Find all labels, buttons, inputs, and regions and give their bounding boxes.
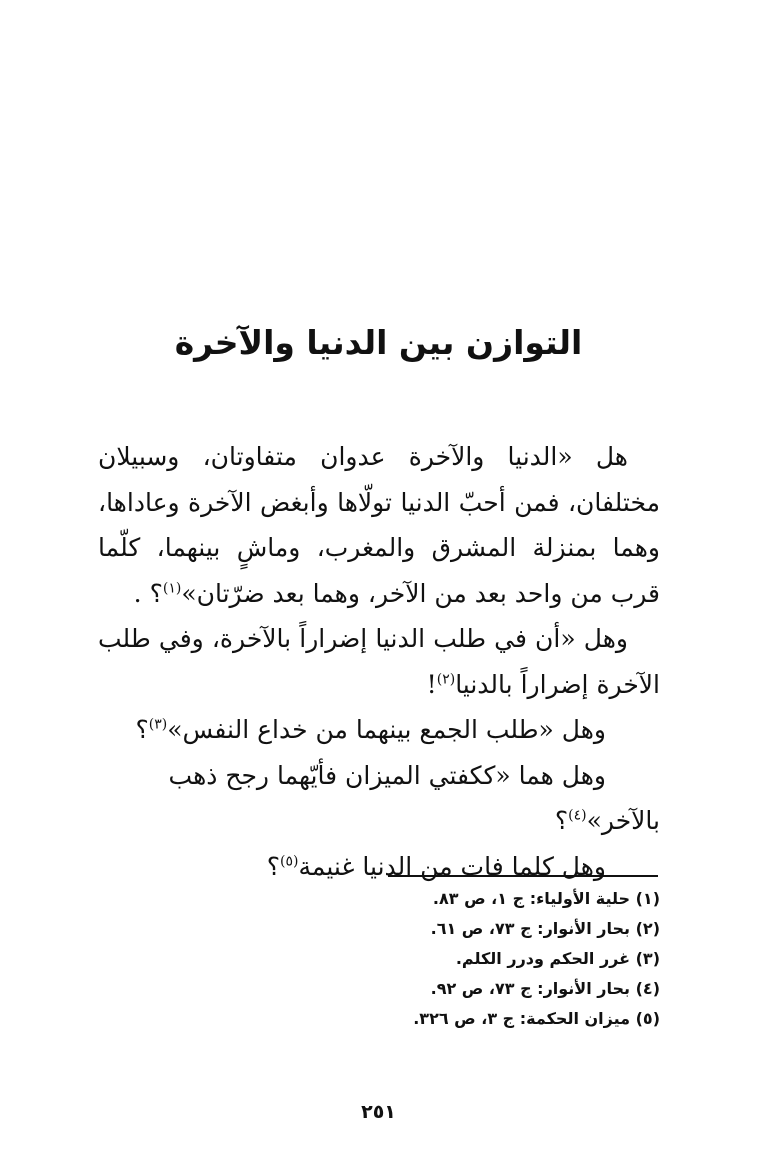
paragraph-text: وهل هما «ككفتي الميزان فأيّهما رجح ذهب بالآخر» — [168, 760, 660, 835]
paragraph-3 — [98, 707, 660, 753]
footnote-item: (٢) بحار الأنوار: ج ٧٣، ص ٦١. — [430, 919, 660, 938]
paragraph-text: هل «الدنيا والآخرة عدوان متفاوتان، وسبيلان مختلفان، فمن أحبّ الدنيا تولّاها وأبغض الآخرة وعاداها، وهما بمنزلة المشرق والمغرب، وماشٍ بينهما، كلّما قرب من واحد بعد من الآخر، وهما بعد ضرّتان» — [98, 442, 660, 608]
paragraph-text: وهل كلما فات من الدنيا غنيمة — [298, 851, 606, 881]
footnote-ref-3[interactable]: (٣) — [148, 716, 168, 733]
footnote-item: (٣) غرر الحكم ودرر الكلم. — [455, 949, 660, 968]
footnote-ref-2[interactable]: (٢) — [436, 671, 456, 688]
body-text — [98, 434, 660, 889]
paragraph-tail: ؟ — [266, 851, 280, 881]
paragraph-text: وهل «أن في طلب الدنيا إضراراً بالآخرة، وفي طلب الآخرة إضراراً بالدنيا — [98, 624, 660, 699]
paragraph-2 — [98, 616, 660, 707]
paragraph-4 — [98, 753, 660, 844]
paragraph-text: وهل «طلب الجمع بينهما من خداع النفس» — [167, 715, 606, 744]
paragraph-tail: ؟ . — [133, 578, 163, 608]
paragraph-tail: ؟ — [554, 806, 569, 835]
footnote-item: (١) حلية الأولياء: ج ١، ص ٨٣. — [432, 889, 660, 908]
footnote-ref-1[interactable]: (١) — [162, 580, 182, 597]
page-number: ٢٥١ — [361, 1101, 396, 1123]
paragraph-5 — [98, 844, 660, 890]
chapter-title: التوازن بين الدنيا والآخرة — [174, 323, 583, 362]
footnote-ref-4[interactable]: (٤) — [568, 807, 587, 824]
footnote-divider — [388, 875, 658, 877]
footnote-item: (٤) بحار الأنوار: ج ٧٣، ص ٩٢. — [430, 979, 660, 998]
footnote-ref-5[interactable]: (٥) — [280, 853, 299, 870]
footnote-item: (٥) ميزان الحكمة: ج ٣، ص ٣٢٦. — [413, 1009, 660, 1028]
paragraph-1 — [98, 434, 660, 616]
paragraph-tail: ؟ — [135, 715, 149, 744]
footnotes-list — [300, 884, 660, 1034]
paragraph-tail: ! — [426, 669, 437, 699]
